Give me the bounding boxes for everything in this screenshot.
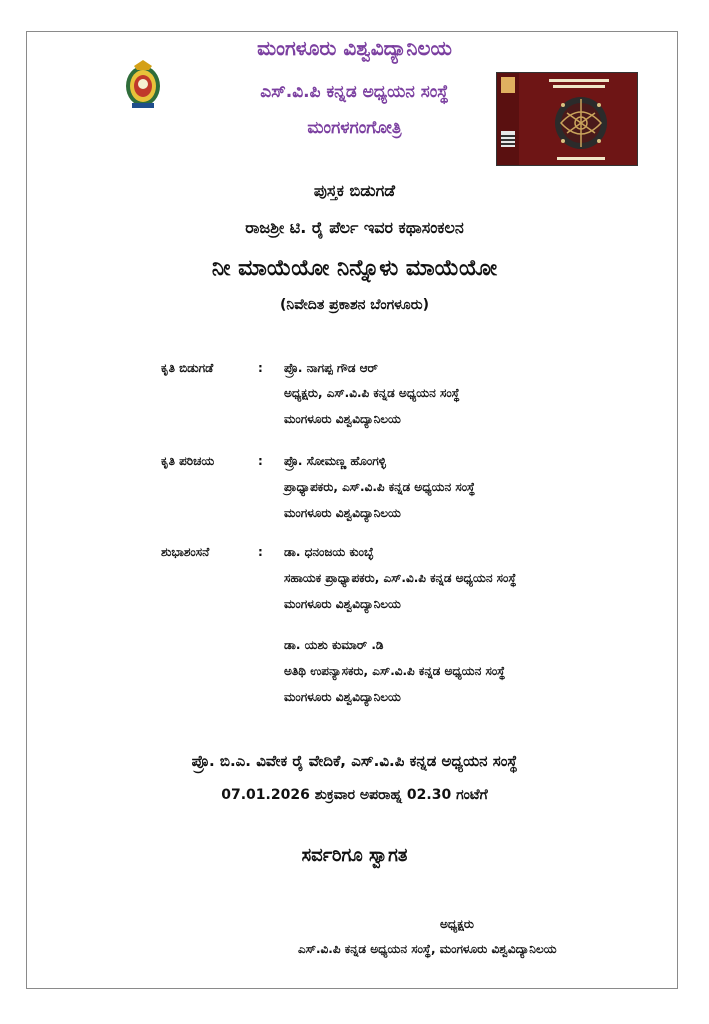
program-person-org: ಮಂಗಳೂರು ವಿಶ್ವವಿದ್ಯಾನಿಲಯ: [284, 506, 401, 520]
program-person-role: ಸಹಾಯಕ ಪ್ರಾಧ್ಯಾಪಕರು, ಎಸ್.ವಿ.ಪಿ ಕನ್ನಡ ಅಧ್ಯಯನ ಸಂಸ್ಥೆ: [284, 571, 517, 585]
campus-name: ಮಂಗಳಗಂಗೋತ್ರಿ: [307, 118, 402, 138]
signature-org: ಎಸ್.ವಿ.ಪಿ ಕನ್ನಡ ಅಧ್ಯಯನ ಸಂಸ್ಥೆ, ಮಂಗಳೂರು ವಿಶ್ವವಿದ್ಯಾನಿಲಯ: [298, 942, 557, 956]
program-person-org: ಮಂಗಳೂರು ವಿಶ್ವವಿದ್ಯಾನಿಲಯ: [284, 597, 401, 611]
program-label-felicitation: ಶುಭಾಶಂಸನೆ: [161, 545, 210, 559]
program-person-role: ಅಧ್ಯಕ್ಷರು, ಎಸ್.ವಿ.ಪಿ ಕನ್ನಡ ಅಧ್ಯಯನ ಸಂಸ್ಥೆ: [284, 386, 460, 400]
program-person-name: ಪ್ರೊ. ಸೋಮಣ್ಣ ಹೊಂಗಳ್ಳಿ: [284, 454, 386, 468]
program-person-org: ಮಂಗಳೂರು ವಿಶ್ವವಿದ್ಯಾನಿಲಯ: [284, 412, 401, 426]
welcome-message: ಸರ್ವರಿಗೂ ಸ್ವಾಗತ: [301, 845, 408, 866]
program-person-role: ಪ್ರಾಧ್ಯಾಪಕರು, ಎಸ್.ವಿ.ಪಿ ಕನ್ನಡ ಅಧ್ಯಯನ ಸಂಸ್ಥೆ: [284, 480, 476, 494]
program-label-release: ಕೃತಿ ಬಿಡುಗಡೆ: [161, 361, 214, 375]
program-label-introduction: ಕೃತಿ ಪರಿಚಯ: [161, 454, 215, 468]
program-colon: :: [258, 545, 263, 559]
event-type: ಪುಸ್ತಕ ಬಿಡುಗಡೆ: [313, 181, 396, 200]
venue: ಪ್ರೊ. ಬಿ.ಎ. ವಿವೇಕ ರೈ ವೇದಿಕೆ, ಎಸ್.ವಿ.ಪಿ ಕನ್ನಡ ಅಧ್ಯಯನ ಸಂಸ್ಥೆ: [191, 752, 518, 770]
program-person-name: ಡಾ. ಧನಂಜಯ ಕುಂಬ್ಳೆ: [284, 545, 374, 559]
institute-name: ಎಸ್.ವಿ.ಪಿ ಕನ್ನಡ ಅಧ್ಯಯನ ಸಂಸ್ಥೆ: [260, 82, 449, 102]
signature-title: ಅಧ್ಯಕ್ಷರು: [440, 917, 474, 931]
university-name: ಮಂಗಳೂರು ವಿಶ್ವವಿದ್ಯಾನಿಲಯ: [257, 36, 452, 60]
program-colon: :: [258, 361, 263, 375]
event-datetime: 07.01.2026 ಶುಕ್ರವಾರ ಅಪರಾಹ್ನ 02.30 ಗಂಟೆಗೆ: [221, 787, 488, 803]
publisher: (ನಿವೇದಿತ ಪ್ರಕಾಶನ ಬೆಂಗಳೂರು): [280, 297, 429, 313]
event-subtitle: ರಾಜಶ್ರೀ ಟಿ. ರೈ ಪೆರ್ಲ ಇವರ ಕಥಾಸಂಕಲನ: [245, 218, 464, 237]
program-person-name: ಡಾ. ಯಶು ಕುಮಾರ್ .ಡಿ: [284, 638, 384, 652]
program-person-role: ಅತಿಥಿ ಉಪನ್ಯಾಸಕರು, ಎಸ್.ವಿ.ಪಿ ಕನ್ನಡ ಅಧ್ಯಯನ ಸಂಸ್ಥೆ: [284, 664, 506, 678]
book-title: ನೀ ಮಾಯೆಯೋ ನಿನ್ನೊಳು ಮಾಯೆಯೋ: [211, 256, 498, 281]
program-person-name: ಪ್ರೊ. ನಾಗಪ್ಪ ಗೌಡ ಆರ್: [284, 361, 378, 375]
program-colon: :: [258, 454, 263, 468]
program-person-org: ಮಂಗಳೂರು ವಿಶ್ವವಿದ್ಯಾನಿಲಯ: [284, 690, 401, 704]
